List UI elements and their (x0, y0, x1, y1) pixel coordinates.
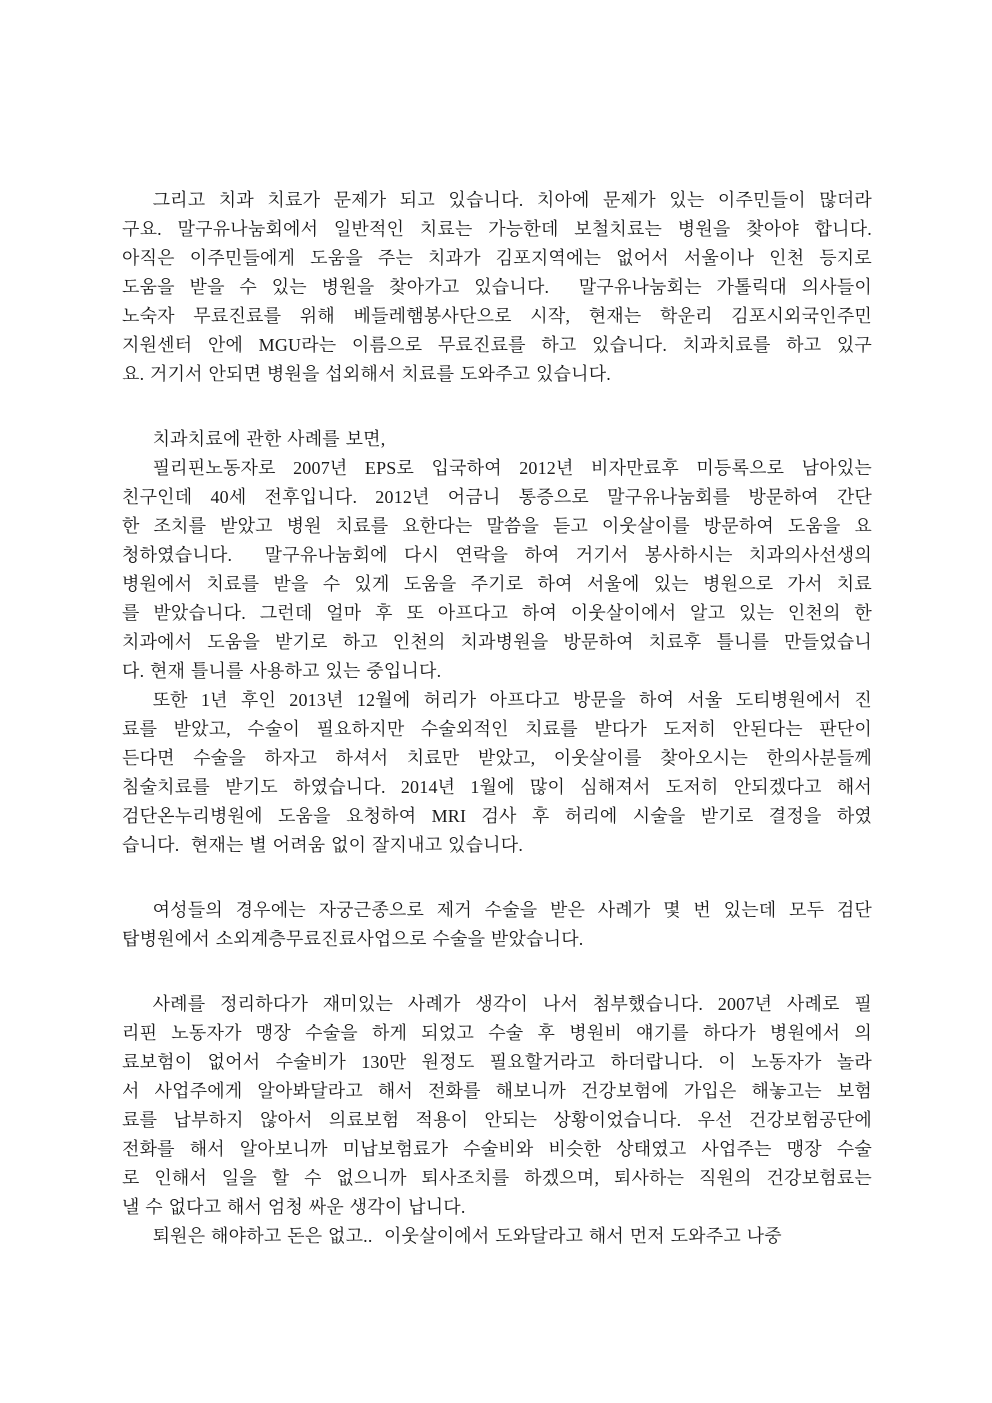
text-line: 치과치료에 관한 사례를 보면, (152, 429, 386, 449)
text-line: 료보험이 없어서 수술비가 130만 원정도 필요할거라고 하더랍니다. 이 노동자가 놀라 (122, 1052, 872, 1072)
document-body (122, 186, 872, 1251)
text-line: 아직은 이주민들에게 도움을 주는 치과가 김포지역에는 없어서 서울이나 인천 등지로 (122, 248, 872, 268)
paragraph (122, 425, 872, 454)
text-line: 든다면 수술을 하자고 하셔서 치료만 받았고, 이웃살이를 찾아오시는 한의사분들께 (122, 748, 872, 768)
text-line: 노숙자 무료진료를 위해 베들레햄봉사단으로 시작, 현재는 학운리 김포시외국인주민 (122, 306, 872, 326)
paragraph (122, 686, 872, 860)
text-line: 또한 1년 후인 2013년 12월에 허리가 아프다고 방문을 하여 서울 도티병원에서 진 (152, 690, 872, 710)
text-line: 요. 거기서 안되면 병원을 섭외해서 치료를 도와주고 있습니다. (122, 364, 611, 384)
text-line: 친구인데 40세 전후입니다. 2012년 어금니 통증으로 말구유나눔회를 방문하여 간단 (122, 487, 872, 507)
text-line: 병원에서 치료를 받을 수 있게 도움을 주기로 하여 서울에 있는 병원으로 가서 치료 (122, 574, 872, 594)
text-line: 여성들의 경우에는 자궁근종으로 제거 수술을 받은 사례가 몇 번 있는데 모두 검단 (152, 900, 872, 920)
text-line: 료를 받았고, 수술이 필요하지만 수술외적인 치료를 받다가 도저히 안된다는 판단이 (122, 719, 872, 739)
paragraph (122, 1222, 872, 1251)
text-line: 치과에서 도움을 받기로 하고 인천의 치과병원을 방문하여 치료후 틀니를 만들었습니 (122, 632, 872, 652)
text-line: 로 인해서 일을 할 수 없으니까 퇴사조치를 하겠으며, 퇴사하는 직원의 건강보험료는 (122, 1168, 872, 1188)
text-line: 도움을 받을 수 있는 병원을 찾아가고 있습니다. 말구유나눔회는 가톨릭대 의사들이 (122, 277, 872, 297)
text-line: 다. 현재 틀니를 사용하고 있는 중입니다. (122, 661, 442, 681)
text-line: 구요. 말구유나눔회에서 일반적인 치료는 가능한데 보철치료는 병원을 찾아야 합니다. (122, 219, 872, 239)
text-line: 검단온누리병원에 도움을 요청하여 MRI 검사 후 허리에 시술을 받기로 결정을 하였 (122, 806, 872, 826)
text-line: 낼 수 없다고 해서 엄청 싸운 생각이 납니다. (122, 1197, 466, 1217)
text-line: 퇴원은 해야하고 돈은 없고.. 이웃살이에서 도와달라고 해서 먼저 도와주고 나중 (152, 1226, 782, 1246)
text-line: 한 조치를 받았고 병원 치료를 요한다는 말씀을 듣고 이웃살이를 방문하여 도움을 요 (122, 516, 872, 536)
text-line: 침술치료를 받기도 하였습니다. 2014년 1월에 많이 심해져서 도저히 안되겠다고 해서 (122, 777, 872, 797)
paragraph (122, 990, 872, 1222)
text-line: 사례를 정리하다가 재미있는 사례가 생각이 나서 첨부했습니다. 2007년 사례로 필 (152, 994, 872, 1014)
text-line: 서 사업주에게 알아봐달라고 해서 전화를 해보니까 건강보험에 가입은 해놓고는 보험 (122, 1081, 872, 1101)
paragraph (122, 454, 872, 686)
text-line: 를 받았습니다. 그런데 얼마 후 또 아프다고 하여 이웃살이에서 알고 있는 인천의 한 (122, 603, 872, 623)
text-line: 필리핀노동자로 2007년 EPS로 입국하여 2012년 비자만료후 미등록으로 남아있는 (152, 458, 872, 478)
text-line: 전화를 해서 알아보니까 미납보험료가 수술비와 비슷한 상태였고 사업주는 맹장 수술 (122, 1139, 872, 1159)
text-line: 지원센터 안에 MGU라는 이름으로 무료진료를 하고 있습니다. 치과치료를 하고 있구 (122, 335, 872, 355)
text-line: 리핀 노동자가 맹장 수술을 하게 되었고 수술 후 병원비 얘기를 하다가 병원에서 의 (122, 1023, 872, 1043)
text-line: 청하였습니다. 말구유나눔회에 다시 연락을 하여 거기서 봉사하시는 치과의사선생의 (122, 545, 872, 565)
text-line: 그리고 치과 치료가 문제가 되고 있습니다. 치아에 문제가 있는 이주민들이 많더라 (152, 190, 872, 210)
paragraph (122, 186, 872, 389)
text-line: 습니다. 현재는 별 어려움 없이 잘지내고 있습니다. (122, 835, 524, 855)
paragraph (122, 896, 872, 954)
text-line: 탑병원에서 소외계층무료진료사업으로 수술을 받았습니다. (122, 929, 584, 949)
text-line: 료를 납부하지 않아서 의료보험 적용이 안되는 상황이었습니다. 우선 건강보험공단에 (122, 1110, 872, 1130)
